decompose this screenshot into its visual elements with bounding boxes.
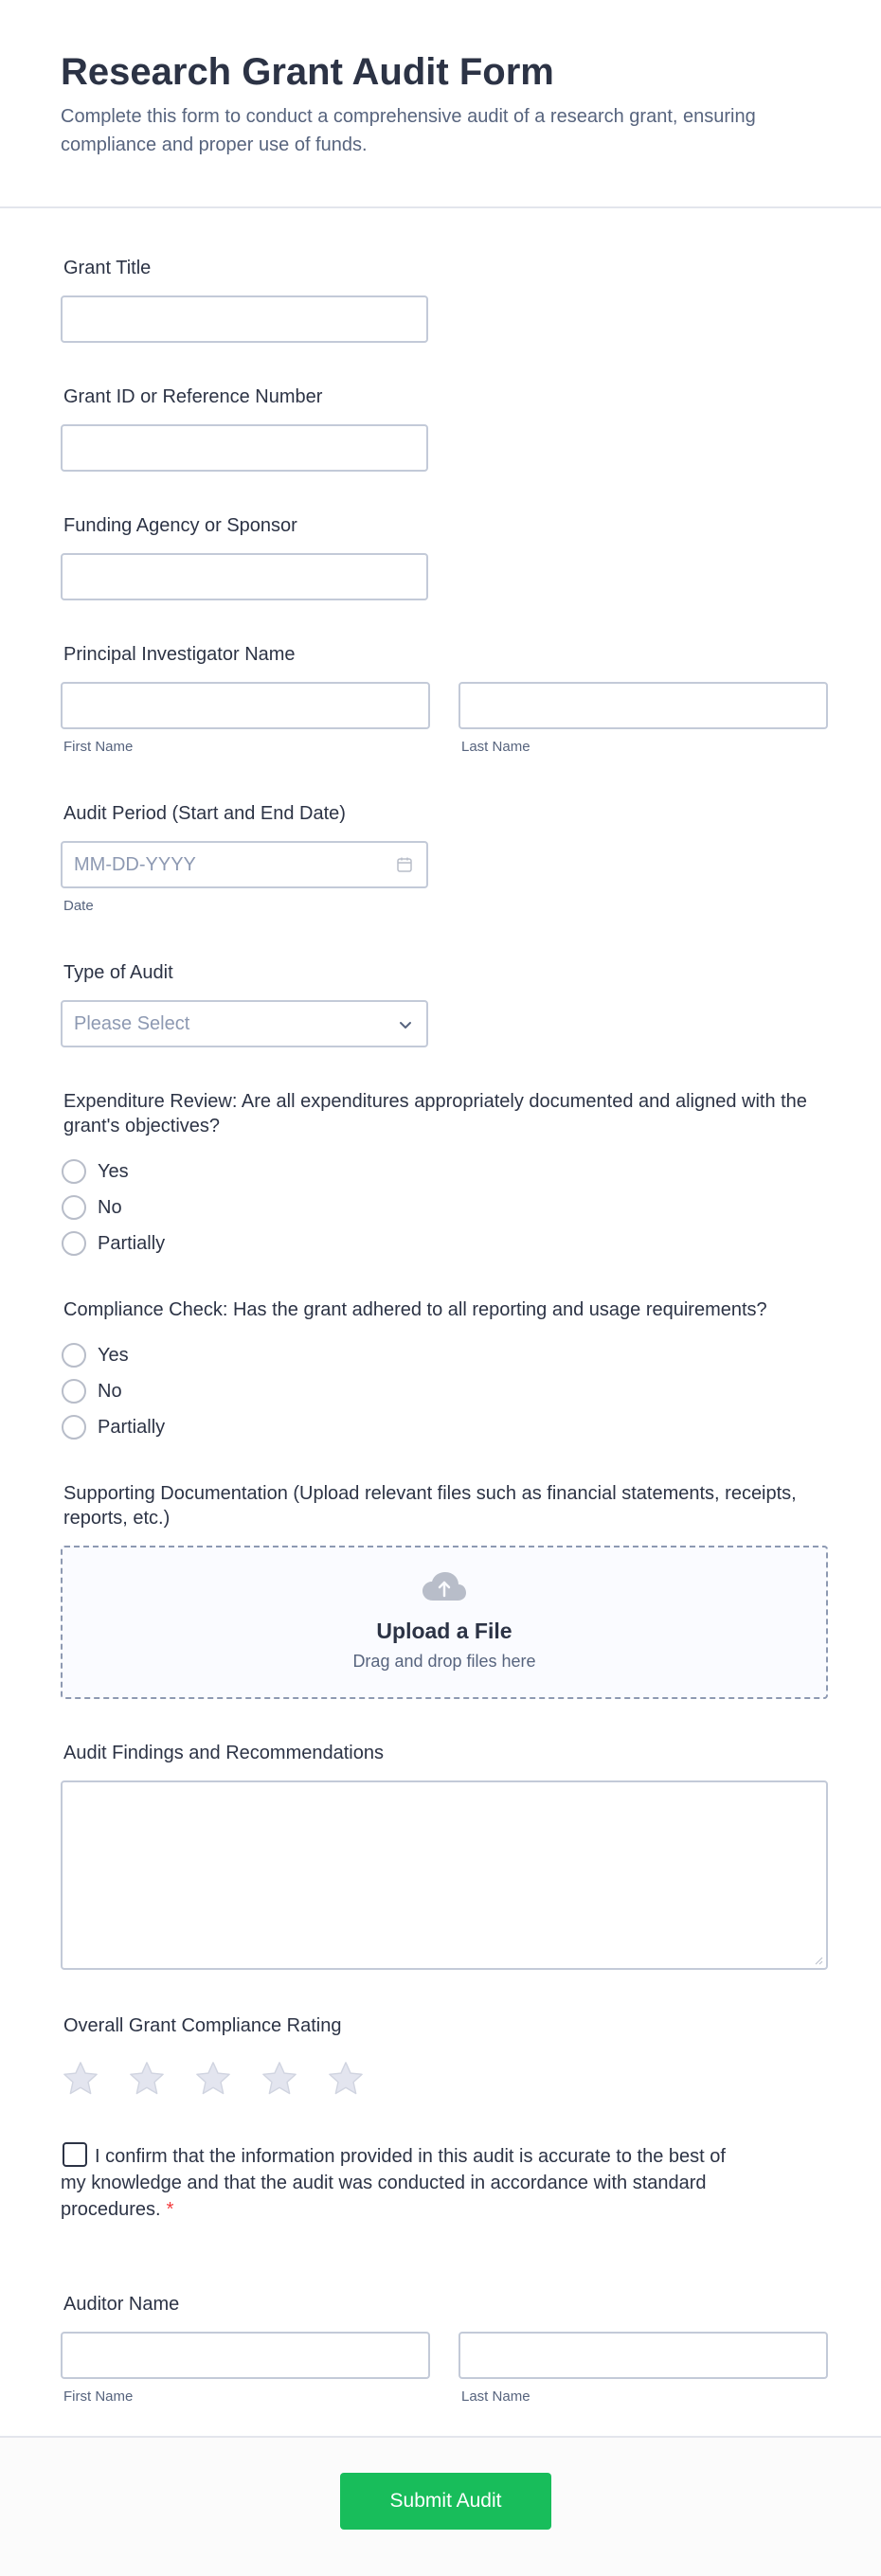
form-description: Complete this form to conduct a comprehensive audit of a research grant, ensuring compliance and proper use of funds. bbox=[61, 106, 756, 155]
supporting-docs-field bbox=[61, 1481, 828, 1699]
form-title: Research Grant Audit Form bbox=[61, 51, 554, 93]
radio-label: No bbox=[98, 1196, 122, 1218]
upload-title: Upload a File bbox=[376, 1619, 512, 1643]
compliance-option-yes[interactable] bbox=[61, 1337, 828, 1373]
expenditure-option-no[interactable] bbox=[61, 1190, 828, 1225]
expenditure-review-field bbox=[61, 1089, 828, 1261]
auditor-name-field bbox=[61, 2292, 828, 2405]
confirm-text: I confirm that the information provided in this audit is accurate to the best of my knowledge and that the audit was conducted in accordance with standard procedures. bbox=[61, 2146, 726, 2220]
auditor-last-name-input[interactable] bbox=[458, 2332, 828, 2379]
radio-button[interactable] bbox=[62, 1343, 86, 1368]
radio-label: Partially bbox=[98, 1416, 166, 1438]
file-upload-dropzone[interactable] bbox=[61, 1546, 828, 1699]
radio-button[interactable] bbox=[62, 1415, 86, 1440]
confirm-checkbox[interactable] bbox=[63, 2142, 87, 2167]
pi-first-name-sublabel: First Name bbox=[63, 739, 134, 755]
compliance-option-partially[interactable] bbox=[61, 1409, 828, 1445]
findings-label: Audit Findings and Recommendations bbox=[63, 1743, 384, 1763]
star-icon[interactable] bbox=[193, 2059, 233, 2099]
compliance-check-options bbox=[61, 1337, 828, 1445]
audit-type-field bbox=[61, 960, 428, 1047]
radio-button[interactable] bbox=[62, 1231, 86, 1256]
chevron-down-icon bbox=[398, 1017, 413, 1032]
grant-title-input[interactable] bbox=[61, 295, 428, 343]
grant-id-field bbox=[61, 385, 428, 472]
confirm-statement bbox=[61, 2142, 743, 2223]
audit-type-select[interactable] bbox=[61, 1000, 428, 1047]
pi-name-field bbox=[61, 642, 828, 755]
required-asterisk: * bbox=[166, 2199, 174, 2220]
expenditure-option-partially[interactable] bbox=[61, 1225, 828, 1261]
findings-textarea[interactable] bbox=[61, 1780, 828, 1970]
date-placeholder: MM-DD-YYYY bbox=[74, 854, 196, 875]
grant-id-label: Grant ID or Reference Number bbox=[63, 386, 323, 407]
auditor-first-name-input[interactable] bbox=[61, 2332, 430, 2379]
audit-period-field bbox=[61, 801, 428, 914]
resize-handle-icon[interactable] bbox=[814, 1956, 823, 1965]
radio-label: Yes bbox=[98, 1160, 129, 1182]
auditor-first-name-sublabel: First Name bbox=[63, 2388, 134, 2405]
star-icon[interactable] bbox=[260, 2059, 299, 2099]
date-sublabel: Date bbox=[63, 898, 94, 914]
pi-name-label: Principal Investigator Name bbox=[63, 644, 296, 665]
audit-type-label: Type of Audit bbox=[63, 962, 173, 983]
pi-last-name-input[interactable] bbox=[458, 682, 828, 729]
select-placeholder: Please Select bbox=[74, 1013, 190, 1034]
funding-agency-label: Funding Agency or Sponsor bbox=[63, 515, 297, 536]
submit-button[interactable]: Submit Audit bbox=[340, 2473, 551, 2530]
radio-label: Yes bbox=[98, 1344, 129, 1366]
form-footer bbox=[0, 2436, 881, 2576]
pi-last-name-sublabel: Last Name bbox=[461, 739, 530, 755]
rating-label: Overall Grant Compliance Rating bbox=[63, 2015, 342, 2036]
audit-period-label: Audit Period (Start and End Date) bbox=[63, 803, 346, 824]
pi-first-name-input[interactable] bbox=[61, 682, 430, 729]
radio-label: No bbox=[98, 1380, 122, 1402]
compliance-option-no[interactable] bbox=[61, 1373, 828, 1409]
expenditure-review-label: Expenditure Review: Are all expenditures appropriately documented and aligned with the grant's objectives? bbox=[63, 1091, 807, 1136]
star-rating bbox=[61, 2059, 366, 2099]
grant-id-input[interactable] bbox=[61, 424, 428, 472]
expenditure-review-options bbox=[61, 1154, 828, 1261]
radio-button[interactable] bbox=[62, 1379, 86, 1404]
star-icon[interactable] bbox=[326, 2059, 366, 2099]
compliance-check-field bbox=[61, 1297, 828, 1445]
upload-subtitle: Drag and drop files here bbox=[352, 1652, 536, 1671]
grant-title-field bbox=[61, 256, 428, 343]
star-icon[interactable] bbox=[61, 2059, 100, 2099]
auditor-last-name-sublabel: Last Name bbox=[461, 2388, 530, 2405]
form-header bbox=[0, 0, 881, 208]
star-icon[interactable] bbox=[127, 2059, 167, 2099]
audit-period-date-input[interactable] bbox=[61, 841, 428, 888]
supporting-docs-label: Supporting Documentation (Upload relevant files such as financial statements, receipts, reports, etc.) bbox=[63, 1483, 797, 1529]
cloud-upload-icon bbox=[421, 1570, 468, 1604]
funding-agency-field bbox=[61, 513, 428, 600]
calendar-icon[interactable] bbox=[396, 856, 413, 873]
confirm-field bbox=[61, 2142, 743, 2223]
compliance-check-label: Compliance Check: Has the grant adhered to all reporting and usage requirements? bbox=[63, 1299, 767, 1320]
findings-field bbox=[61, 1741, 828, 1970]
radio-button[interactable] bbox=[62, 1159, 86, 1184]
radio-button[interactable] bbox=[62, 1195, 86, 1220]
grant-title-label: Grant Title bbox=[63, 258, 152, 278]
funding-agency-input[interactable] bbox=[61, 553, 428, 600]
radio-label: Partially bbox=[98, 1232, 166, 1254]
expenditure-option-yes[interactable] bbox=[61, 1154, 828, 1190]
rating-field bbox=[61, 2013, 366, 2099]
auditor-name-label: Auditor Name bbox=[63, 2294, 180, 2315]
